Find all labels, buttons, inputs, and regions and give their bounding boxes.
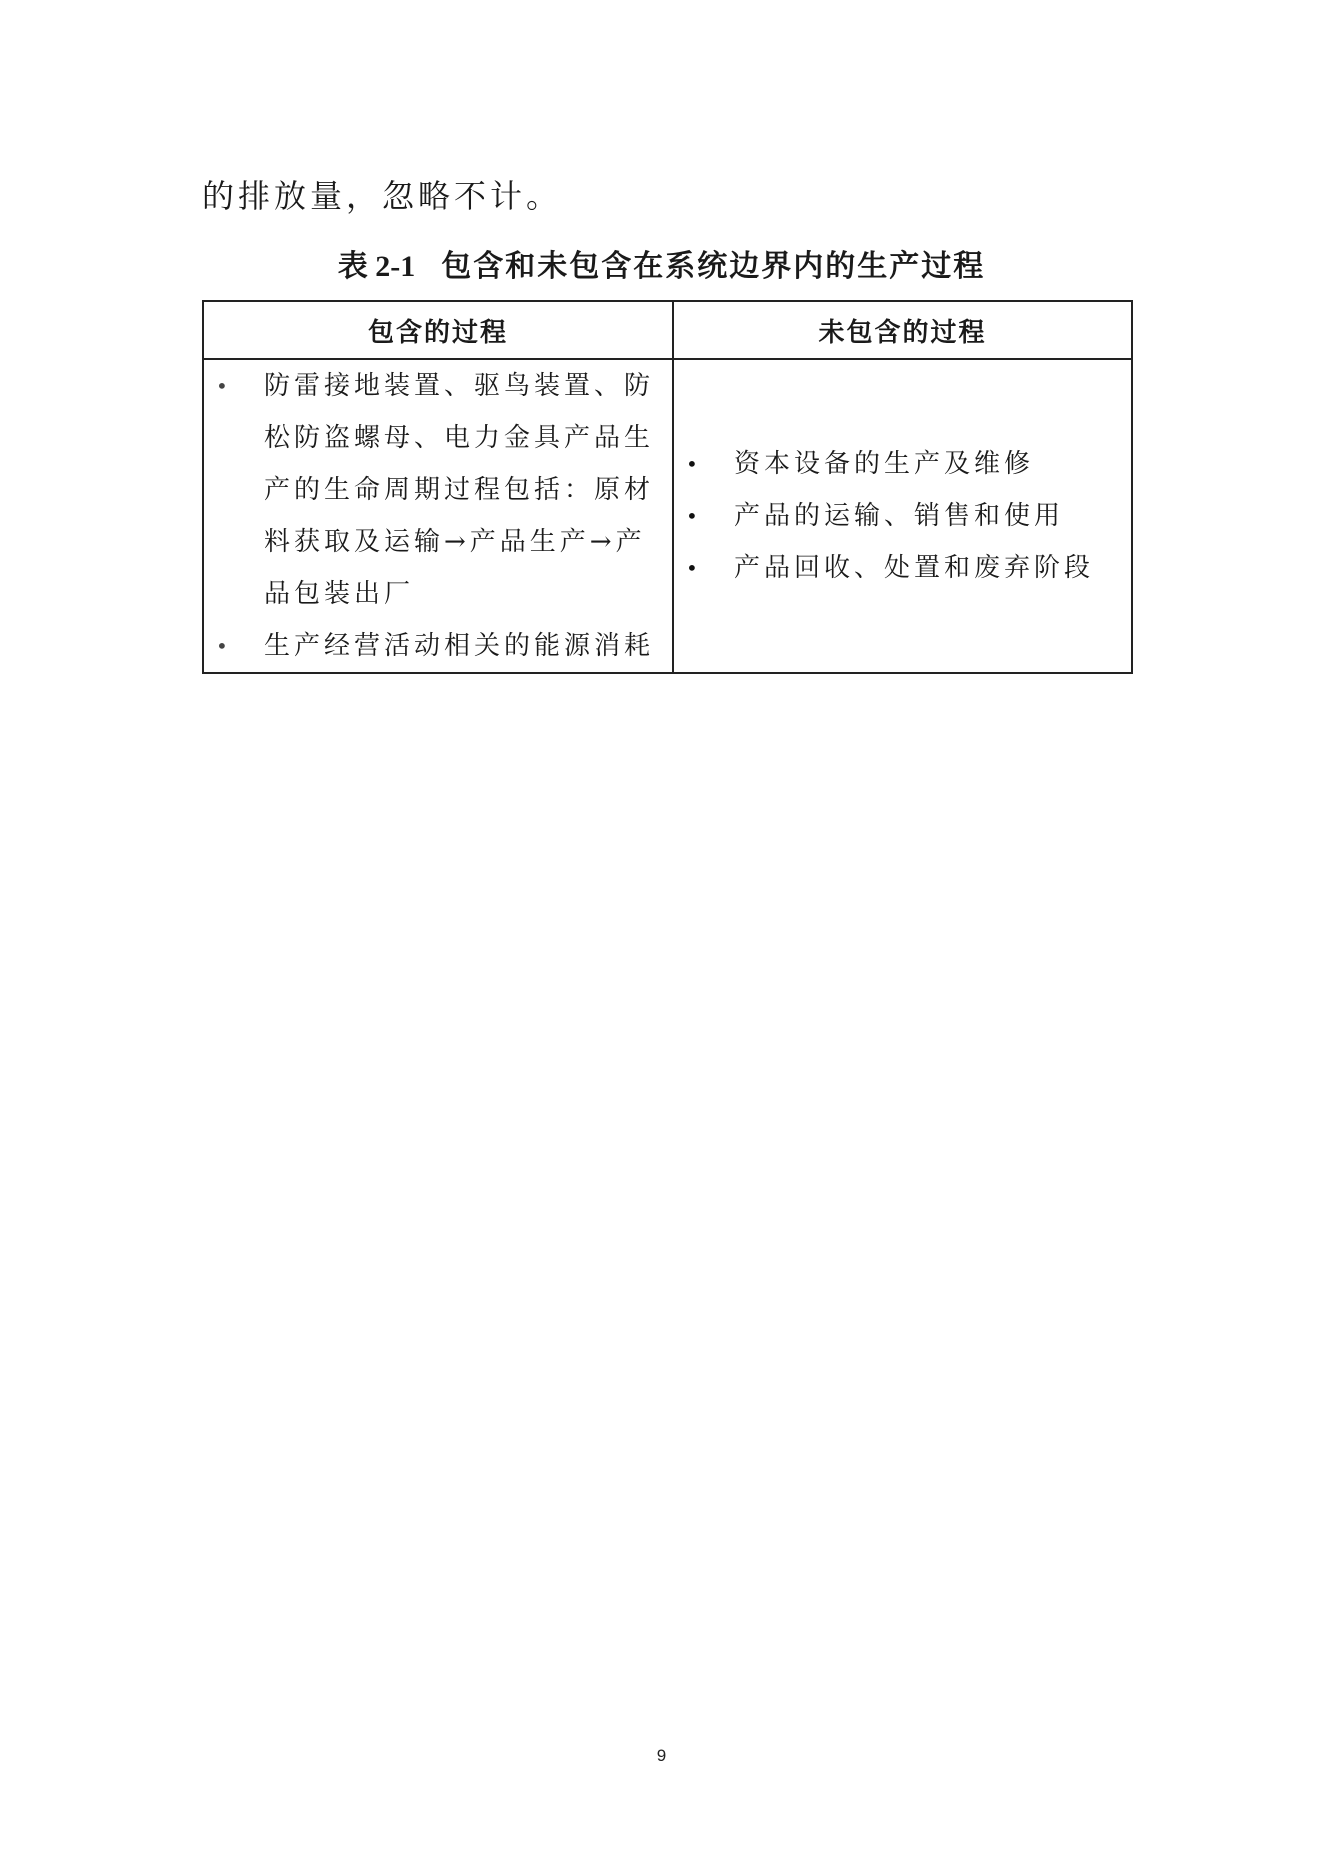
table-header-row xyxy=(203,301,1132,359)
included-list xyxy=(204,360,672,672)
bullet-icon: • xyxy=(216,374,232,398)
bullet-icon: • xyxy=(686,452,702,476)
included-item-text: 防雷接地装置、驱鸟装置、防松防盗螺母、电力金具产品生产的生命周期过程包括：原材料获取及运输→产品生产→产品包装出厂 xyxy=(264,371,655,609)
process-boundary-table xyxy=(202,300,1133,674)
excluded-item-text: 产品回收、处置和废弃阶段 xyxy=(734,553,1095,583)
excluded-cell xyxy=(673,359,1132,673)
bullet-icon: • xyxy=(686,504,702,528)
bullet-icon: • xyxy=(216,634,232,658)
excluded-item-text: 产品的运输、销售和使用 xyxy=(734,501,1065,531)
list-item xyxy=(674,490,1131,542)
table-caption-title: 包含和未包含在系统边界内的生产过程 xyxy=(441,249,986,284)
body-paragraph: 的排放量，忽略不计。 xyxy=(202,177,563,215)
table-row xyxy=(203,359,1132,673)
included-item-text: 生产经营活动相关的能源消耗 xyxy=(264,631,655,661)
list-item xyxy=(204,360,672,620)
list-item xyxy=(674,438,1131,490)
table-caption-number: 表 2-1 xyxy=(337,250,416,283)
bullet-icon: • xyxy=(686,556,702,580)
list-item xyxy=(204,620,672,672)
excluded-list xyxy=(674,438,1131,594)
header-excluded: 未包含的过程 xyxy=(673,301,1132,359)
page-number: 9 xyxy=(656,1746,667,1765)
list-item xyxy=(674,542,1131,594)
header-included: 包含的过程 xyxy=(203,301,673,359)
included-cell xyxy=(203,359,673,673)
excluded-item-text: 资本设备的生产及维修 xyxy=(734,449,1035,479)
table-caption xyxy=(0,241,1323,285)
